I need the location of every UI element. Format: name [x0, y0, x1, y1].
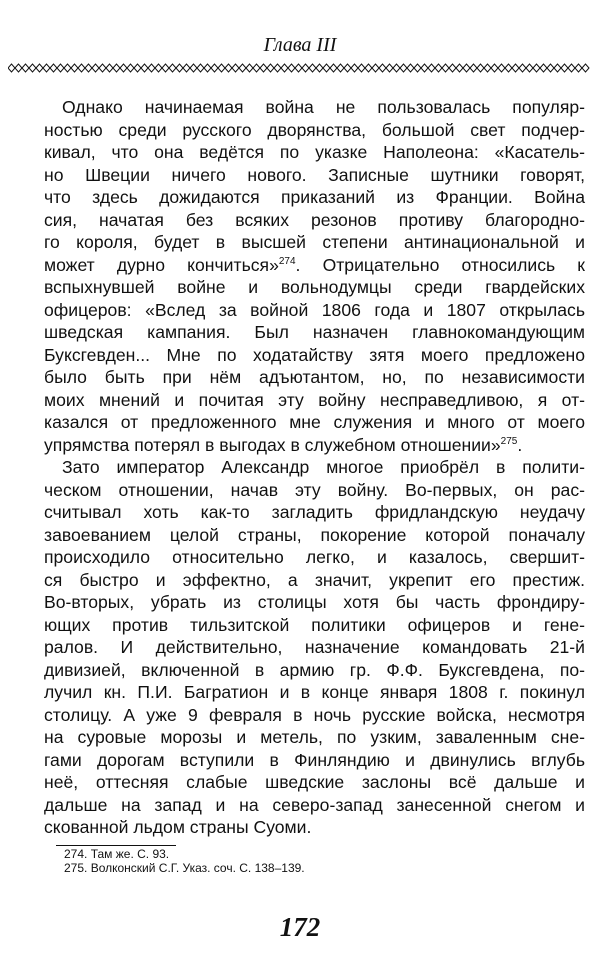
ornament-diamond: [463, 64, 470, 72]
footnote: 275. Волконский С.Г. Указ. соч. С. 138–139.: [64, 861, 305, 875]
ornament-diamond: [351, 64, 358, 72]
text-line: [44, 389, 585, 412]
ornament-diamond: [540, 64, 547, 72]
line-text: ностью среди русского дворянства, большой свет подчер-: [44, 119, 585, 140]
ornament-diamond: [43, 64, 50, 72]
line-text: что здесь дожидаются приказаний из Франции. Война: [44, 187, 585, 207]
ornament-diamond: [71, 64, 78, 72]
ornament-diamond: [85, 64, 92, 72]
ornament-diamond: [232, 64, 239, 72]
ornament-diamond: [561, 64, 568, 72]
ornament-diamond: [330, 64, 337, 72]
line-text: моих мнений и почитая эту войну несправедливою, я от-: [44, 389, 585, 410]
ornament-diamond: [491, 64, 498, 72]
text-line: [44, 659, 585, 682]
line-text: офицеров: «Вслед за войной 1806 года и 1807 открылась: [44, 299, 585, 320]
ornament-diamond: [575, 64, 582, 72]
diamond-ornament-rule: [8, 62, 592, 74]
ornament-diamond: [183, 64, 190, 72]
ornament-diamond: [442, 64, 449, 72]
line-text: было быть при нём адъютантом, но, по независимости: [44, 367, 585, 387]
ornament-diamond: [239, 64, 246, 72]
text-line: [44, 186, 585, 209]
ornament-diamond: [372, 64, 379, 72]
text-line: [44, 726, 585, 749]
text-line: [44, 231, 585, 254]
ornament-diamond: [246, 64, 253, 72]
ornament-diamond: [505, 64, 512, 72]
ornament-diamond: [211, 64, 218, 72]
line-text: Зато император Александр многое приобрёл в полити-: [62, 457, 585, 477]
line-text: считывал хоть как-то загладить фридландскую неудачу: [44, 502, 585, 522]
ornament-diamond: [218, 64, 225, 72]
page-number: 172: [279, 912, 321, 942]
footnotes: [64, 847, 305, 875]
running-header: Глава III: [263, 34, 337, 56]
text-line: [44, 119, 585, 142]
ornament-diamond: [400, 64, 407, 72]
text-line: [44, 569, 585, 592]
line-text: Буксгевден... Мне по ходатайству зятя моего предложено: [44, 344, 585, 365]
text-line: [44, 366, 585, 389]
ornament-diamond: [421, 64, 428, 72]
line-text: .: [517, 434, 523, 455]
ornament-diamond: [295, 64, 302, 72]
ornament-diamond: [309, 64, 316, 72]
text-line: [44, 209, 585, 232]
ornament-diamond: [379, 64, 386, 72]
ornament-diamond: [477, 64, 484, 72]
ornament-diamond: [365, 64, 372, 72]
ornament-diamond: [435, 64, 442, 72]
ornament-diamond: [253, 64, 260, 72]
ornament-diamond: [113, 64, 120, 72]
line-text: ющих против тильзитской политики офицеров и гене-: [44, 614, 585, 635]
ornament-diamond: [22, 64, 29, 72]
ornament-diamond: [120, 64, 127, 72]
line-text: столицу. А уже 9 февраля в ночь русские войска, несмотря: [44, 704, 585, 725]
text-line: [44, 501, 585, 524]
line-text: на суровые морозы и метель, по узким, заваленным сне-: [44, 727, 585, 747]
ornament-diamond: [127, 64, 134, 72]
ornament-diamond: [582, 64, 589, 72]
ornament-diamond: [386, 64, 393, 72]
line-text: может дурно кончиться»: [44, 254, 279, 275]
line-text: сия, начатая без всяких резонов противу благородно-: [44, 209, 585, 230]
text-line: [44, 479, 585, 502]
ornament-diamond: [64, 64, 71, 72]
ornament-diamond: [519, 64, 526, 72]
text-line: [44, 681, 585, 704]
text-line: [44, 276, 585, 299]
ornament-diamond: [92, 64, 99, 72]
line-text: го короля, будет в высшей степени антинациональной и: [44, 232, 585, 252]
ornament-diamond: [288, 64, 295, 72]
ornament-diamond: [407, 64, 414, 72]
text-line: [44, 771, 585, 794]
text-line: [44, 456, 585, 479]
text-line: [44, 434, 585, 457]
ornament-diamond: [225, 64, 232, 72]
ornament-diamond: [106, 64, 113, 72]
text-line: [44, 546, 585, 569]
ornament-diamond: [456, 64, 463, 72]
line-text: казался от предложенного мне служения и много от моего: [44, 412, 585, 432]
line-text: дальше на запад и на северо-запад занесенной снегом и: [44, 794, 585, 815]
ornament-diamond: [337, 64, 344, 72]
ornament-diamond: [449, 64, 456, 72]
ornament-diamond: [547, 64, 554, 72]
text-line: [44, 141, 585, 164]
text-line: [44, 164, 585, 187]
line-text: дивизией, включенной в армию гр. Ф.Ф. Буксгевдена, по-: [44, 659, 585, 680]
ornament-diamond: [15, 64, 22, 72]
ornament-diamond: [568, 64, 575, 72]
ornament-diamond: [484, 64, 491, 72]
line-text: гами дорогам вступили в Финляндию и двинулись вглубь: [44, 749, 585, 770]
text-line: [44, 794, 585, 817]
ornament-diamond: [155, 64, 162, 72]
line-text: ралов. И действительно, назначение командовать 21-й: [44, 637, 585, 657]
ornament-diamond: [316, 64, 323, 72]
text-line: [44, 591, 585, 614]
text-line: [44, 96, 585, 119]
line-text: скованной льдом страны Суоми.: [44, 817, 312, 837]
paragraph: [44, 456, 585, 839]
ornament-diamond: [267, 64, 274, 72]
ornament-diamond: [274, 64, 281, 72]
footnote-reference[interactable]: 275: [500, 435, 518, 447]
line-text: . Отрицательно относились к: [295, 254, 585, 275]
line-text: упрямства потерял в выгодах в служебном отношении»: [44, 434, 501, 455]
ornament-diamond: [554, 64, 561, 72]
line-text: кивал, что она ведётся по указке Наполеона: «Касатель-: [44, 142, 585, 162]
ornament-diamond: [414, 64, 421, 72]
text-line: [44, 636, 585, 659]
line-text: неё, оттесняя слабые шведские заслоны всё дальше и: [44, 772, 585, 792]
line-text: завоеванием целой страны, покорение которой поначалу: [44, 524, 585, 545]
ornament-diamond: [197, 64, 204, 72]
line-text: лучил кн. П.И. Багратион и в конце января 1808 г. покинул: [44, 682, 585, 702]
ornament-diamond: [512, 64, 519, 72]
ornament-diamond: [8, 64, 15, 72]
ornament-diamond: [428, 64, 435, 72]
ornament-diamond: [358, 64, 365, 72]
ornament-diamond: [498, 64, 505, 72]
text-line: [44, 299, 585, 322]
ornament-diamond: [302, 64, 309, 72]
text-line: [44, 614, 585, 637]
line-text: шведская кампания. Был назначен главнокомандующим: [44, 322, 585, 342]
ornament-diamond: [190, 64, 197, 72]
main-text: [44, 96, 585, 839]
text-line: [44, 749, 585, 772]
ornament-diamond: [526, 64, 533, 72]
ornament-diamond: [99, 64, 106, 72]
footnote-separator: [56, 845, 176, 846]
footnote: 274. Там же. С. 93.: [64, 847, 170, 861]
paragraph: [44, 96, 585, 456]
text-line: [44, 816, 585, 839]
ornament-diamond: [470, 64, 477, 72]
ornament-diamond: [533, 64, 540, 72]
ornament-diamond: [393, 64, 400, 72]
ornament-diamond: [141, 64, 148, 72]
footnote-reference[interactable]: 274: [278, 255, 296, 267]
ornament-diamond: [176, 64, 183, 72]
ornament-diamond: [50, 64, 57, 72]
ornament-diamond: [162, 64, 169, 72]
ornament-diamond: [204, 64, 211, 72]
ornament-diamond: [260, 64, 267, 72]
ornament-diamond: [36, 64, 43, 72]
ornament-diamond: [323, 64, 330, 72]
ornament-diamond: [169, 64, 176, 72]
line-text: Во-вторых, убрать из столицы хотя бы часть фрондиру-: [44, 592, 585, 612]
ornament-diamond: [281, 64, 288, 72]
line-text: вспыхнувшей войне и вольнодумцы среди гвардейских: [44, 277, 585, 297]
line-text: ся быстро и эффектно, а значит, укрепит его престиж.: [44, 569, 585, 590]
line-text: но Швеции ничего нового. Записные шутники говорят,: [44, 164, 585, 185]
ornament-diamond: [134, 64, 141, 72]
text-line: [44, 254, 585, 277]
ornament-diamond: [57, 64, 64, 72]
line-text: Однако начинаемая война не пользовалась популяр-: [62, 97, 585, 117]
text-line: [44, 411, 585, 434]
text-line: [44, 344, 585, 367]
text-line: [44, 321, 585, 344]
line-text: ческом отношении, начав эту войну. Во-первых, он рас-: [44, 479, 585, 500]
text-line: [44, 524, 585, 547]
ornament-diamond: [78, 64, 85, 72]
ornament-diamond: [148, 64, 155, 72]
line-text: происходило относительно легко, и казалось, свершит-: [44, 547, 585, 567]
ornament-diamond: [344, 64, 351, 72]
ornament-diamond: [29, 64, 36, 72]
text-line: [44, 704, 585, 727]
